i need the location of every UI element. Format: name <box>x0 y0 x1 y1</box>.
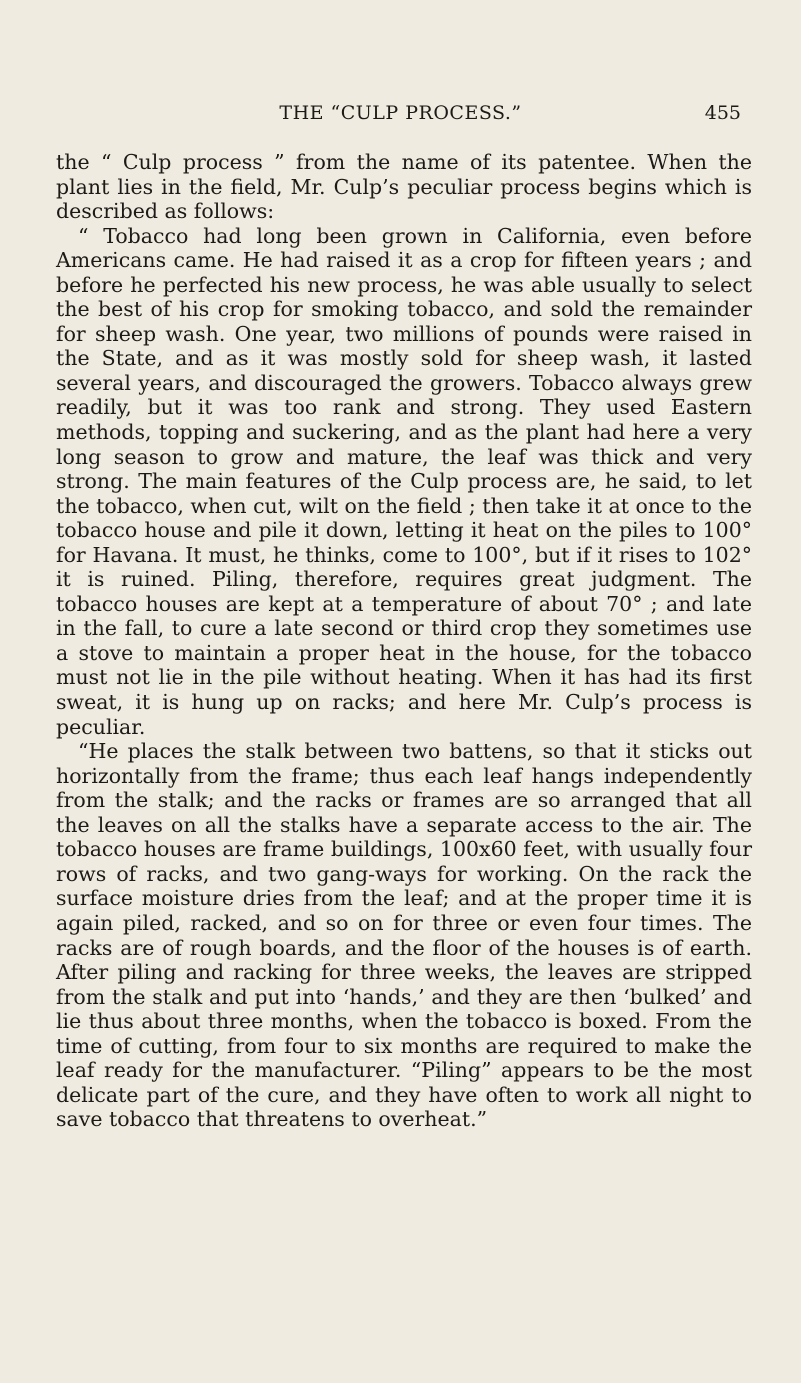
page-number: 455 <box>704 102 741 124</box>
running-title: THE “CULP PROCESS.” <box>279 102 522 124</box>
body-text <box>56 150 752 1132</box>
paragraph-1: the “ Culp process ” from the name of its patentee. When the plant lies in the field, Mr. Culp’s peculiar process begins which is described as follows: <box>56 150 752 224</box>
paragraph-2: “ Tobacco had long been grown in California, even before Americans came. He had raised it as a crop for fifteen years ; and before he perfected his new process, he was able usually to select the best of his crop for smoking tobacco, and sold the remainder for sheep wash. One year, two millions of pounds were raised in the State, and as it was mostly sold for sheep wash, it lasted several years, and discouraged the growers. Tobacco always grew readily, but it was too rank and strong. They used Eastern methods, topping and suckering, and as the plant had here a very long season to grow and mature, the leaf was thick and very strong. The main features of the Culp process are, he said, to let the tobacco, when cut, wilt on the field ; then take it at once to the tobacco house and pile it down, letting it heat on the piles to 100° for Havana. It must, he thinks, come to 100°, but if it rises to 102° it is ruined. Piling, therefore, requires great judgment. The tobacco houses are kept at a temperature of about 70° ; and late in the fall, to cure a late second or third crop they sometimes use a stove to maintain a proper heat in the house, for the tobacco must not lie in the pile without heating. When it has had its first sweat, it is hung up on racks; and here Mr. Culp’s process is peculiar. <box>56 223 752 739</box>
running-head <box>60 102 741 132</box>
paragraph-3: “He places the stalk between two battens, so that it sticks out horizontally from the frame; thus each leaf hangs independently from the stalk; and the racks or frames are so arranged that all the leaves on all the stalks have a separate access to the air. The tobacco houses are frame buildings, 100x60 feet, with usually four rows of racks, and two gang-ways for working. On the rack the surface moisture dries from the leaf; and at the proper time it is again piled, racked, and so on for three or even four times. The racks are of rough boards, and the floor of the houses is of earth. After piling and racking for three weeks, the leaves are stripped from the stalk and put into ‘hands,’ and they are then ‘bulked’ and lie thus about three months, when the tobacco is boxed. From the time of cutting, from four to six months are required to make the leaf ready for the manufacturer. “Piling” appears to be the most delicate part of the cure, and they have often to work all night to save tobacco that threatens to overheat.” <box>56 739 752 1132</box>
